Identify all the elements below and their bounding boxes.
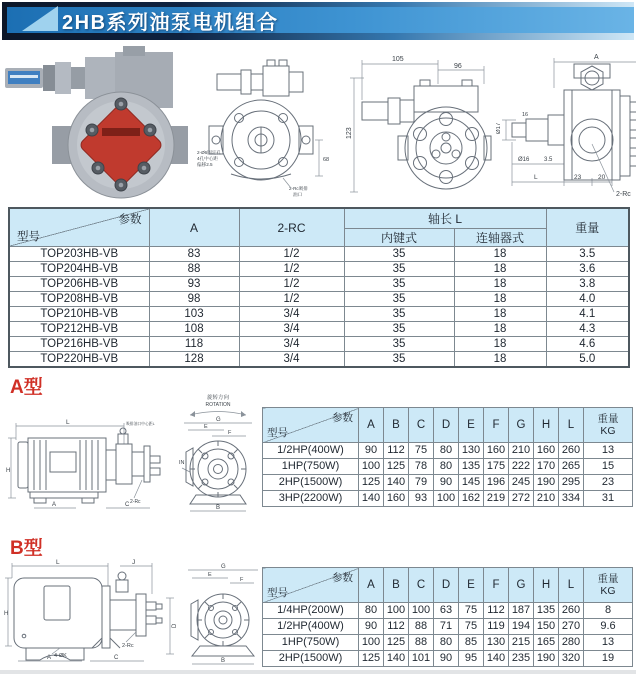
dim-label: 105 — [392, 56, 404, 63]
type-a-assembly-drawing — [6, 418, 178, 516]
col-header-weight: 重量 KG — [584, 568, 633, 603]
col-header: C — [409, 568, 434, 603]
col-header: G — [509, 408, 534, 443]
col-header: F — [484, 568, 509, 603]
bottom-divider — [0, 670, 636, 674]
table-row: TOP203HB-VB 83 1/2 35 18 3.5 — [9, 247, 629, 262]
dim-label: A — [594, 54, 599, 61]
note-label: 吸排油口中心距L — [126, 422, 155, 426]
corner-param-label: 参数 — [332, 572, 353, 584]
bolt-note: 4-ØK — [54, 653, 67, 659]
note-leader — [592, 144, 614, 192]
col-header: H — [534, 568, 559, 603]
dim-label: 68 — [323, 157, 330, 163]
model-cell: TOP203HB-VB — [9, 247, 149, 262]
dim-label: B — [221, 658, 226, 664]
model-cell: TOP204HB-VB — [9, 262, 149, 277]
figures-row — [2, 44, 634, 204]
col-header: L — [559, 568, 584, 603]
note-line: 偏移2.5 — [197, 162, 213, 167]
dim-label: 23 — [574, 174, 582, 181]
model-cell: TOP212HB-VB — [9, 322, 149, 337]
triangle-accent-icon — [22, 6, 58, 31]
col-header-shaft-length: 轴长 L — [344, 208, 546, 229]
col-header: F — [484, 408, 509, 443]
dim-label: L — [66, 419, 70, 426]
front-dim-lines — [315, 140, 323, 176]
corner-model-label: 型号 — [17, 231, 40, 243]
model-cell: 3HP(2200W) — [263, 491, 359, 507]
rotation-arc — [190, 412, 246, 416]
dim-label: F — [240, 577, 244, 583]
pump-nameplate — [102, 128, 140, 136]
col-header: E — [459, 408, 484, 443]
type-a-end-drawing — [178, 392, 258, 514]
model-cell: 1/2HP(400W) — [263, 619, 359, 635]
rotation-label-en: ROTATION — [205, 402, 231, 408]
dim-label: L — [534, 174, 538, 181]
motor-body — [18, 438, 106, 503]
dim-label: 3.5 — [544, 157, 553, 163]
table-row: TOP208HB-VB 98 1/2 35 18 4.0 — [9, 292, 629, 307]
dim-label: 16 — [522, 112, 529, 118]
header-bar — [2, 2, 634, 40]
section-b-label: B型 — [10, 538, 43, 559]
dim-label: Ø16 — [518, 157, 530, 163]
model-cell: 2HP(1500W) — [263, 475, 359, 491]
type-b-spec-table — [262, 567, 633, 667]
pump-shaft-assembly — [5, 57, 115, 99]
col-header-a: A — [149, 208, 239, 247]
col-header: B — [384, 408, 409, 443]
model-cell: TOP206HB-VB — [9, 277, 149, 292]
note-leader — [126, 632, 136, 642]
table-row: TOP212HB-VB 108 3/4 35 18 4.3 — [9, 322, 629, 337]
table-row: 1/2HP(400W) 90 112 88 71 75 119 194 150 270 9.6 — [263, 619, 633, 635]
table-corner-cell — [9, 208, 149, 247]
model-cell: 2HP(1500W) — [263, 651, 359, 667]
main-spec-table — [8, 207, 630, 368]
model-cell: TOP220HB-VB — [9, 352, 149, 368]
note-line: 2-Rc吸排 — [289, 186, 308, 191]
note-line: 2-Ø6固定孔 — [197, 150, 221, 155]
table-row: 1HP(750W) 100 125 78 80 135 175 222 170 265 15 — [263, 459, 633, 475]
end-view-body — [191, 594, 254, 656]
table-row: 1/4HP(200W) 80 100 100 63 75 112 187 135 260 8 — [263, 603, 633, 619]
type-a-spec-table — [262, 407, 633, 507]
table-row: 1HP(750W) 100 125 88 80 85 130 215 165 280 13 — [263, 635, 633, 651]
col-header: L — [559, 408, 584, 443]
table-row: TOP220HB-VB 128 3/4 35 18 5.0 — [9, 352, 629, 368]
col-header: C — [409, 408, 434, 443]
dim-label: 96 — [454, 63, 462, 70]
dim-lines — [8, 423, 150, 508]
dim-label: Ø17 — [496, 122, 502, 134]
front-top-assembly — [217, 60, 303, 96]
col-header: A — [359, 568, 384, 603]
dim-label: C — [114, 655, 119, 661]
side-shaft — [512, 115, 564, 145]
dim-label: G — [221, 564, 226, 570]
table-row: TOP210HB-VB 103 3/4 35 18 4.1 — [9, 307, 629, 322]
note-line: 4孔中心距 — [197, 156, 218, 161]
col-header: H — [534, 408, 559, 443]
pump-unit — [106, 428, 160, 484]
type-b-assembly-drawing — [4, 558, 179, 666]
table-row: TOP206HB-VB 93 1/2 35 18 3.8 — [9, 277, 629, 292]
front-pump-body — [209, 100, 313, 180]
dim-label: 20 — [598, 174, 606, 181]
type-b-end-drawing — [184, 562, 262, 667]
section-a-label: A型 — [10, 377, 43, 398]
table-row: 2HP(1500W) 125 140 101 90 95 140 235 190 320 19 — [263, 651, 633, 667]
front-dim-shaft — [362, 98, 414, 124]
model-cell: 1HP(750W) — [263, 635, 359, 651]
dim-label: E — [204, 424, 208, 430]
end-view-body — [186, 441, 246, 504]
col-header: A — [359, 408, 384, 443]
port-note: 2-Rc — [130, 499, 141, 505]
motor-body — [14, 578, 102, 660]
front-dim-body — [398, 80, 491, 189]
model-cell: TOP210HB-VB — [9, 307, 149, 322]
dim-label: J — [132, 559, 136, 566]
corner-model-label: 型号 — [267, 587, 288, 599]
dim-label: L — [56, 559, 60, 566]
col-header-coupling-type: 连轴器式 — [454, 229, 546, 247]
port-note: 2-Rc — [616, 191, 631, 198]
table-row: 3HP(2200W) 140 160 93 100 162 219 272 210 334 31 — [263, 491, 633, 507]
pump-side-dimension-drawing — [496, 44, 636, 202]
model-cell: TOP216HB-VB — [9, 337, 149, 352]
col-header-rc: 2-RC — [239, 208, 344, 247]
page-title: 2HB系列油泵电机组合 — [62, 12, 279, 34]
dim-label: 123 — [346, 127, 353, 139]
dim-label: F — [228, 430, 232, 436]
pump-front-drawing — [197, 44, 337, 202]
col-header: E — [459, 568, 484, 603]
model-cell: 1/4HP(200W) — [263, 603, 359, 619]
model-cell: 1HP(750W) — [263, 459, 359, 475]
col-header-weight: 重量 — [546, 208, 629, 247]
pump-front-dimension-drawing — [342, 44, 492, 202]
pump-unit — [92, 572, 162, 648]
dim-label: E — [208, 572, 212, 578]
dim-label: H — [6, 468, 11, 474]
pump-product-photo — [2, 44, 192, 202]
note-leader — [283, 178, 291, 188]
port-note: 2-Rc — [122, 643, 134, 649]
dim-label: A — [52, 502, 57, 508]
table-row: TOP216HB-VB 118 3/4 35 18 4.6 — [9, 337, 629, 352]
col-header: D — [434, 568, 459, 603]
dim-label: G — [216, 417, 221, 423]
note-leader — [134, 480, 142, 498]
col-header-weight: 重量 KG — [584, 408, 633, 443]
table-row: TOP204HB-VB 88 1/2 35 18 3.6 — [9, 262, 629, 277]
dim-label: B — [216, 505, 221, 511]
pump-top-cap — [123, 46, 145, 56]
rotation-label-cn: 旋转方向 — [206, 395, 230, 401]
corner-param-label: 参数 — [332, 412, 353, 424]
col-header-key-type: 内键式 — [344, 229, 454, 247]
col-header: D — [434, 408, 459, 443]
table-row: 2HP(1500W) 125 140 79 90 145 196 245 190 295 23 — [263, 475, 633, 491]
note-line: 油口 — [293, 192, 303, 197]
table-corner-cell — [263, 408, 359, 443]
arrow-left — [190, 411, 195, 417]
table-row: 1/2HP(400W) 90 112 75 80 130 160 210 160 260 13 — [263, 443, 633, 459]
dim-label: H — [4, 611, 9, 617]
inlet-label: IN — [179, 460, 185, 466]
dim-label: C — [125, 502, 130, 508]
col-header: G — [509, 568, 534, 603]
arrow-right — [241, 411, 246, 417]
corner-model-label: 型号 — [267, 427, 288, 439]
dim-lines — [502, 58, 636, 186]
model-cell: TOP208HB-VB — [9, 292, 149, 307]
dim-label: D — [172, 623, 178, 628]
dim-label: A — [47, 655, 52, 661]
model-cell: 1/2HP(400W) — [263, 443, 359, 459]
table-corner-cell — [263, 568, 359, 603]
col-header: B — [384, 568, 409, 603]
side-body — [564, 64, 636, 180]
corner-param-label: 参数 — [118, 214, 142, 226]
